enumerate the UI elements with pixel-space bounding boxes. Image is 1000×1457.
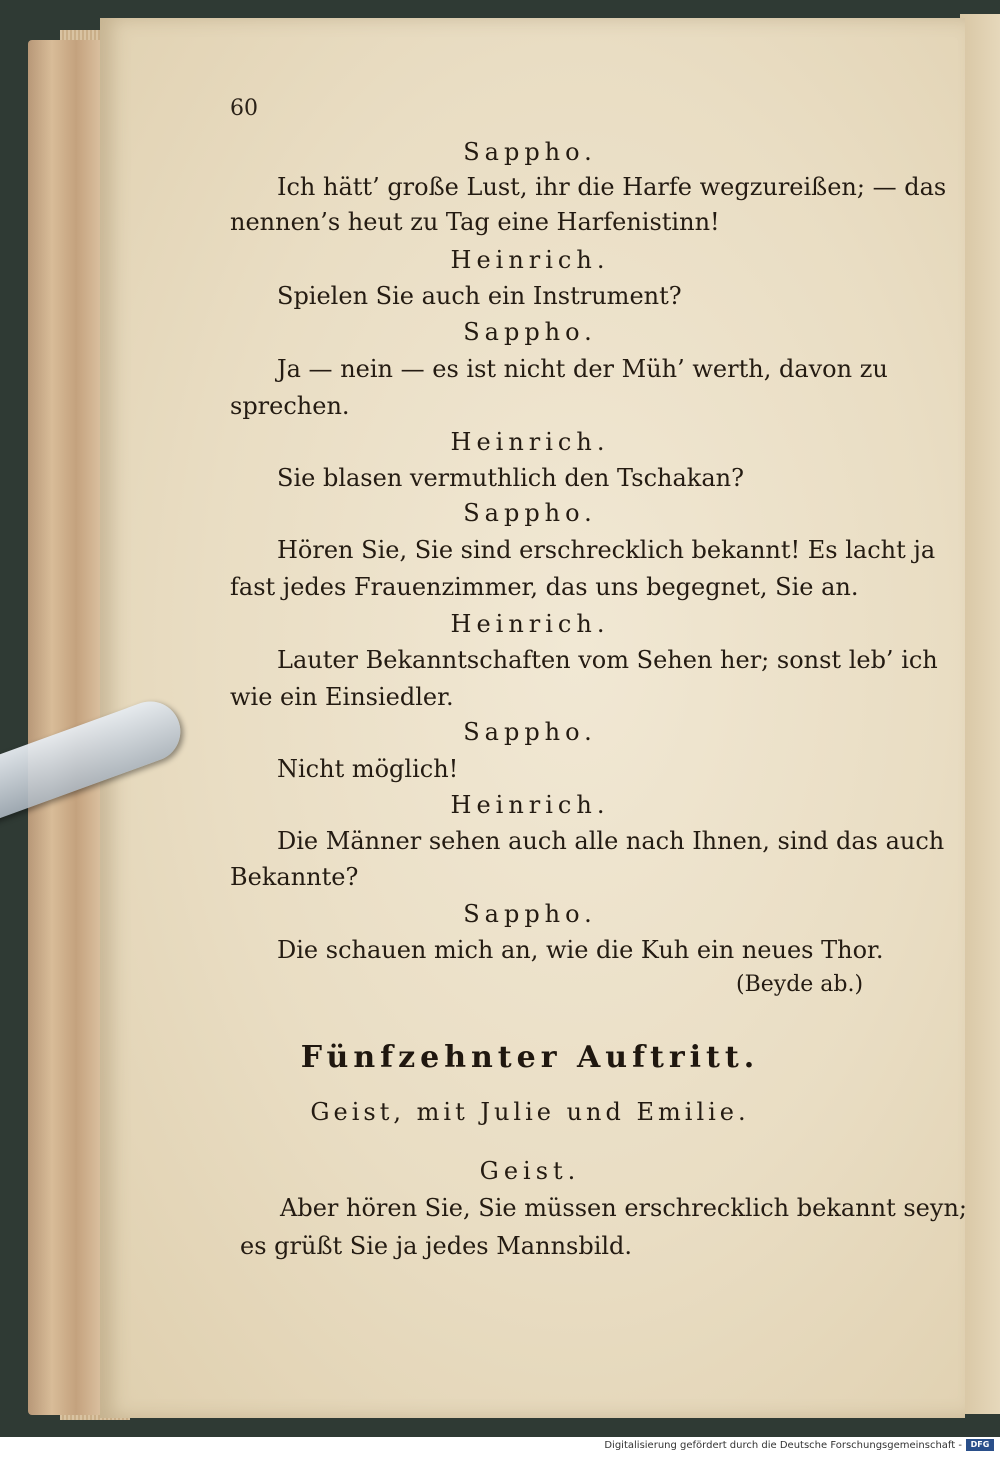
speaker-label: Sappho. bbox=[463, 318, 597, 346]
text-line: Sie blasen vermuthlich den Tschakan? bbox=[277, 464, 744, 492]
speaker-label: Heinrich. bbox=[450, 791, 610, 819]
speaker-label: Heinrich. bbox=[450, 428, 610, 456]
text-line: Lauter Bekanntschaften vom Sehen her; sonst leb’ ich bbox=[277, 646, 938, 674]
text-line: wie ein Einsiedler. bbox=[230, 683, 454, 711]
text-line: Nicht möglich! bbox=[277, 755, 459, 783]
scene-heading: Fünfzehnter Auftritt. bbox=[300, 1040, 760, 1075]
text-line: Ich hätt’ große Lust, ihr die Harfe wegzureißen; — das bbox=[277, 173, 947, 201]
text-line: Bekannte? bbox=[230, 863, 359, 891]
speaker-label: Sappho. bbox=[463, 718, 597, 746]
text-line: Ja — nein — es ist nicht der Müh’ werth, davon zu bbox=[277, 355, 888, 383]
speaker-label: Sappho. bbox=[463, 900, 597, 928]
text-line: Spielen Sie auch ein Instrument? bbox=[277, 282, 682, 310]
text-line: sprechen. bbox=[230, 392, 350, 420]
text-line: es grüßt Sie ja jedes Mannsbild. bbox=[240, 1232, 633, 1260]
text-line: nennen’s heut zu Tag eine Harfenistinn! bbox=[230, 208, 720, 236]
book-page bbox=[100, 18, 965, 1418]
text-line: Die Männer sehen auch alle nach Ihnen, sind das auch bbox=[277, 827, 945, 855]
scene-persons: Geist, mit Julie und Emilie. bbox=[310, 1098, 750, 1126]
text-line: Hören Sie, Sie sind erschrecklich bekannt! Es lacht ja bbox=[277, 536, 936, 564]
speaker-label: Sappho. bbox=[463, 138, 597, 166]
footer-credit: Digitalisierung gefördert durch die Deutsche Forschungsgemeinschaft - bbox=[604, 1440, 962, 1451]
speaker-label: Heinrich. bbox=[450, 246, 610, 274]
speaker-label: Sappho. bbox=[463, 499, 597, 527]
text-line: fast jedes Frauenzimmer, das uns begegnet, Sie an. bbox=[230, 573, 859, 601]
stage-direction: (Beyde ab.) bbox=[736, 972, 864, 997]
text-line: Aber hören Sie, Sie müssen erschrecklich bekannt seyn; bbox=[280, 1194, 967, 1222]
dfg-logo: DFG bbox=[966, 1439, 994, 1451]
speaker-label: Geist. bbox=[479, 1157, 581, 1185]
page-number: 60 bbox=[230, 96, 258, 121]
speaker-label: Heinrich. bbox=[450, 610, 610, 638]
text-line: Die schauen mich an, wie die Kuh ein neues Thor. bbox=[277, 936, 884, 964]
